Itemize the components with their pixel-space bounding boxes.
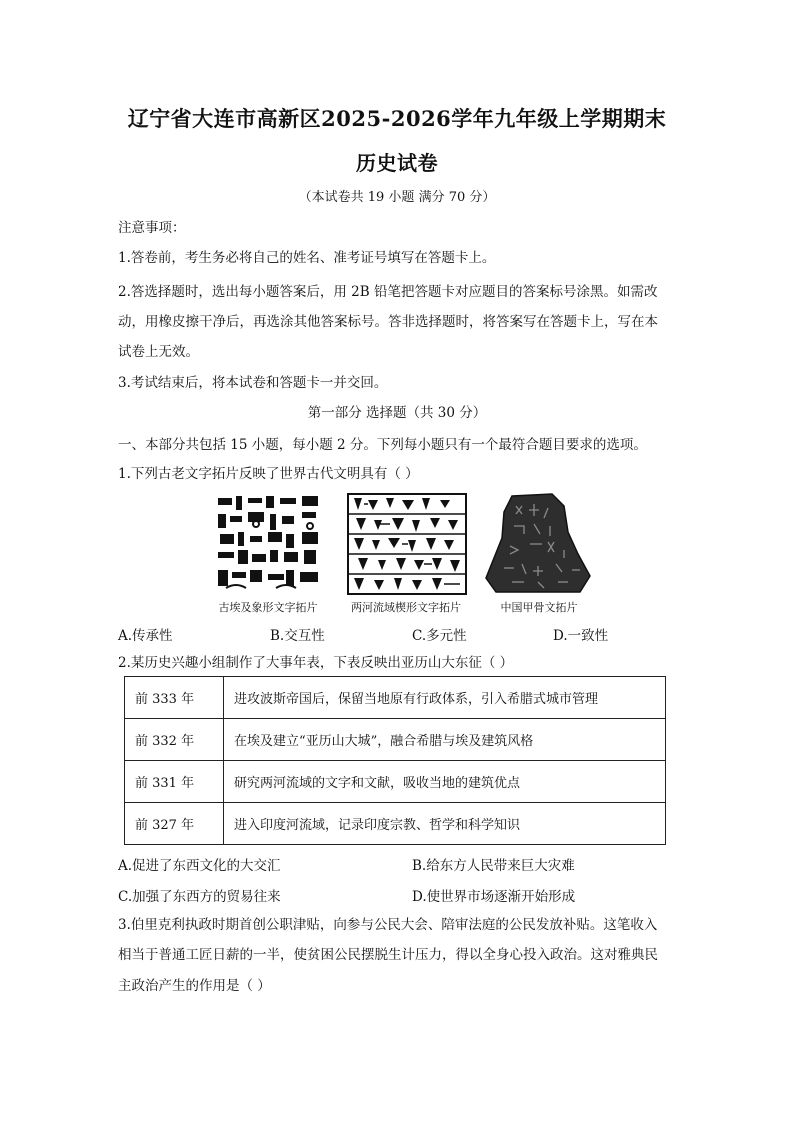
caption-cuneiform: 两河流域楔形文字拓片: [351, 601, 461, 614]
exam-subtitle: （本试卷共 19 小题 满分 70 分）: [298, 190, 496, 205]
timeline-year: 前 332 年: [125, 719, 224, 761]
exam-subject-title: 历史试卷: [356, 151, 438, 175]
note-item-2-line-2: 动，用橡皮擦干净后，再选涂其他答案标号。答非选择题时，将答案写在答题卡上，写在本: [118, 314, 658, 330]
question-3-line-2: 相当于普通工匠日薪的一半，使贫困公民摆脱生计压力，得以全身心投入政治。这对雅典民: [118, 947, 658, 963]
oracle-bone-figure: [482, 492, 596, 614]
question-3-line-3: 主政治产生的作用是（ ）: [118, 978, 271, 994]
question-2-option-c: C.加强了东西方的贸易往来: [118, 889, 281, 905]
caption-egyptian: 古埃及象形文字拓片: [218, 601, 318, 614]
question-1-option-d: D.一致性: [553, 628, 609, 644]
question-1-option-b: B.交互性: [270, 628, 325, 644]
timeline-year: 前 331 年: [125, 761, 224, 803]
notes-heading: 注意事项：: [118, 220, 186, 236]
question-3-line-1: 3.伯里克利执政时期首创公职津贴，向参与公民大会、陪审法庭的公民发放补贴。这笔收入: [118, 917, 658, 933]
table-row: [125, 761, 666, 803]
timeline-event: 在埃及建立“亚历山大城”，融合希腊与埃及建筑风格: [224, 719, 666, 761]
question-2-option-a: A.促进了东西文化的大交汇: [118, 858, 281, 874]
part1-heading: 第一部分 选择题（共 30 分）: [307, 405, 487, 421]
note-item-1: 1.答卷前，考生务必将自己的姓名、准考证号填写在答题卡上。: [118, 250, 496, 266]
cuneiform-rubbing-image: [344, 492, 469, 596]
question-2-option-d: D.使世界市场逐渐开始形成: [412, 889, 576, 905]
timeline-event: 进攻波斯帝国后，保留当地原有行政体系，引入希腊式城市管理: [224, 677, 666, 719]
oracle-bone-rubbing-image: [482, 492, 596, 596]
timeline-event: 进入印度河流域，记录印度宗教、哲学和科学知识: [224, 803, 666, 845]
timeline-year: 前 327 年: [125, 803, 224, 845]
question-1-option-a: A.传承性: [118, 628, 173, 644]
question-1-option-c: C.多元性: [412, 628, 467, 644]
part1-instruction: 一、本部分共包括 15 小题，每小题 2 分。下列每小题只有一个最符合题目要求的选项。: [118, 437, 647, 453]
caption-oracle-bone: 中国甲骨文拓片: [500, 601, 578, 614]
note-item-2-line-1: 2.答选择题时，选出每小题答案后，用 2B 铅笔把答题卡对应题目的答案标号涂黑。如需改: [118, 284, 658, 300]
exam-title: 辽宁省大连市高新区2025-2026学年九年级上学期期末: [127, 106, 667, 131]
question-1-figures: [206, 492, 596, 616]
timeline-year: 前 333 年: [125, 677, 224, 719]
note-item-2-line-3: 试卷上无效。: [118, 344, 199, 360]
table-row: [125, 719, 666, 761]
question-2-stem: 2.某历史兴趣小组制作了大事年表，下表反映出亚历山大东征（ ）: [118, 655, 514, 671]
table-row: [125, 803, 666, 845]
note-item-3: 3.考试结束后，将本试卷和答题卡一并交回。: [118, 375, 388, 391]
timeline-event: 研究两河流域的文字和文献，吸收当地的建筑优点: [224, 761, 666, 803]
question-2-timeline-table: [124, 676, 666, 845]
question-1-stem: 1.下列古老文字拓片反映了世界古代文明具有（ ）: [118, 466, 419, 482]
egyptian-hieroglyph-rubbing-image: [206, 492, 331, 596]
cuneiform-figure: [344, 492, 469, 614]
table-row: [125, 677, 666, 719]
question-2-option-b: B.给东方人民带来巨大灾难: [412, 858, 575, 874]
egyptian-hieroglyph-figure: [206, 492, 331, 614]
